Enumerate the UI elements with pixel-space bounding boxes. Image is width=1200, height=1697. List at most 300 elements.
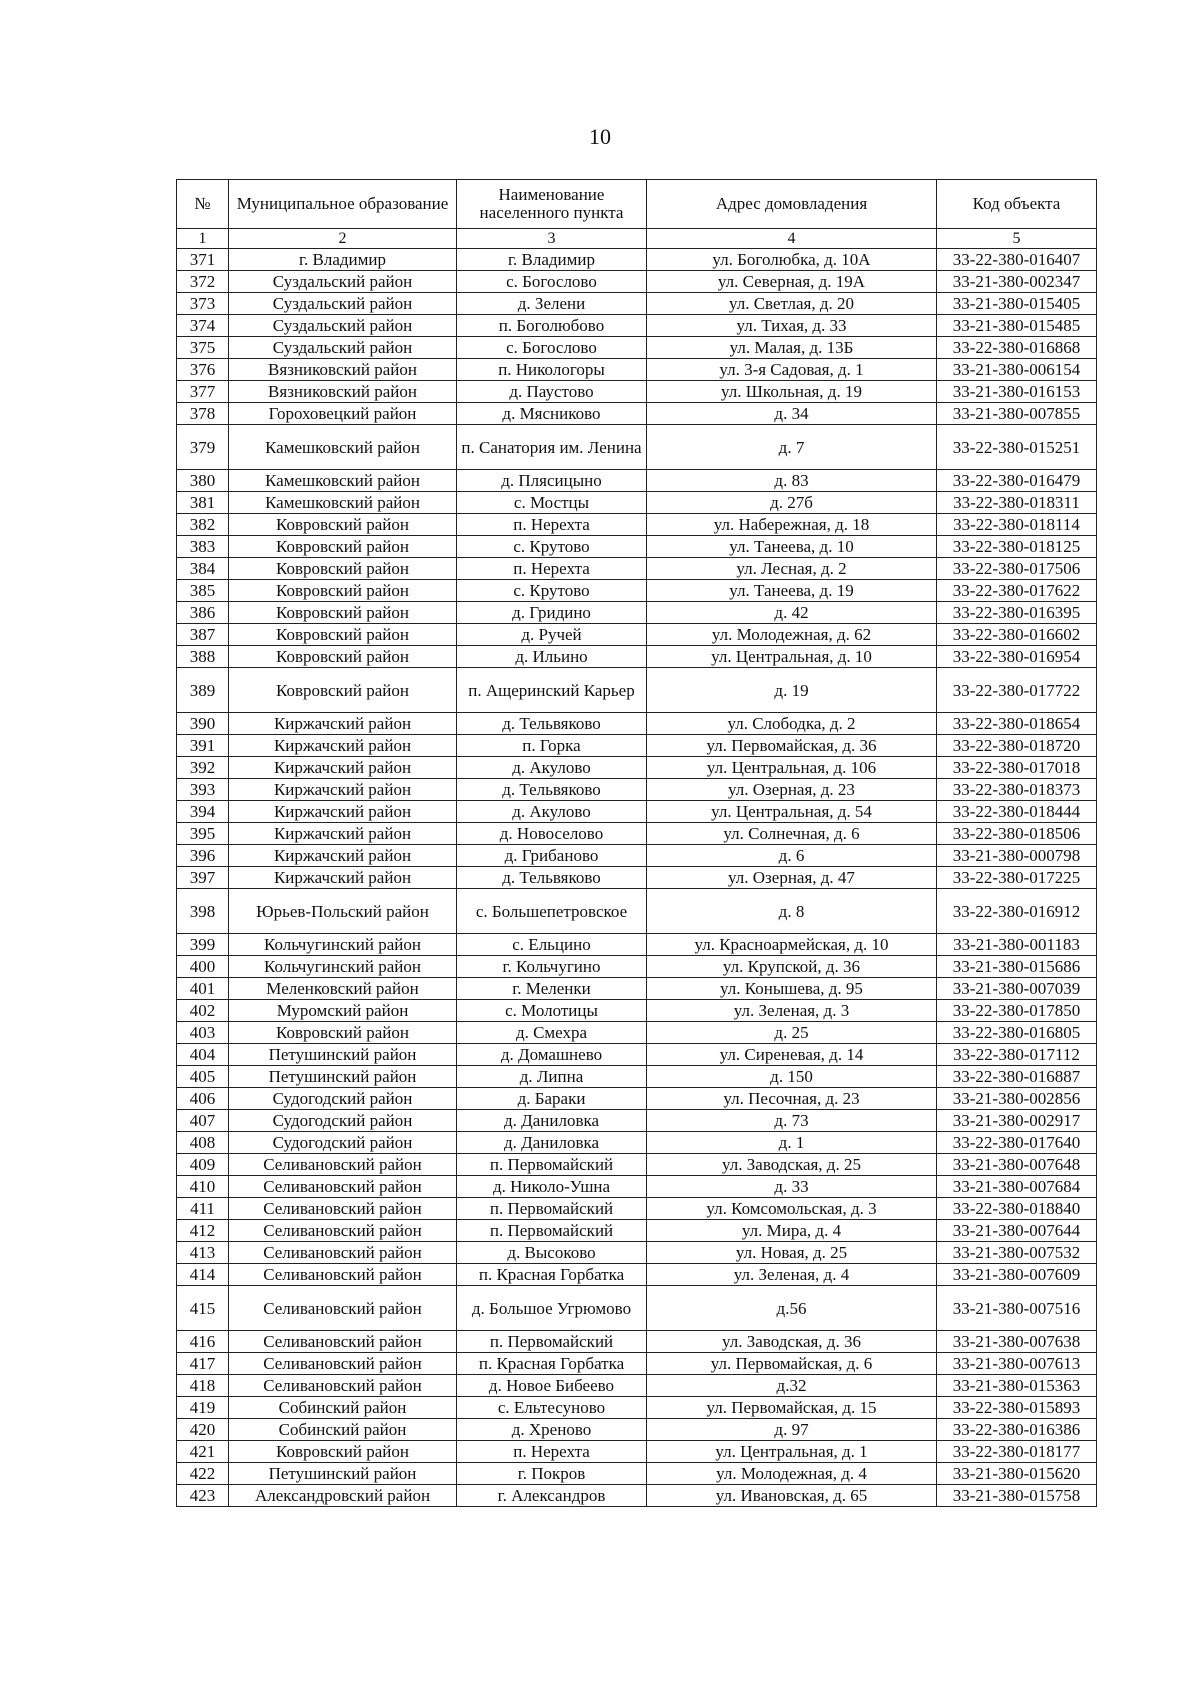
settlement-cell: д. Паустово <box>457 381 647 403</box>
municipality-cell: Петушинский район <box>229 1066 457 1088</box>
column-number: 1 <box>177 229 229 249</box>
object-code-cell: 33-22-380-017018 <box>937 757 1097 779</box>
municipality-cell: Муромский район <box>229 1000 457 1022</box>
object-code-cell: 33-22-380-018654 <box>937 713 1097 735</box>
table-body <box>177 249 1097 1507</box>
table-row <box>177 867 1097 889</box>
municipality-cell: Камешковский район <box>229 492 457 514</box>
row-number: 416 <box>177 1331 229 1353</box>
address-cell: д. 97 <box>647 1419 937 1441</box>
settlement-cell: п. Красная Горбатка <box>457 1353 647 1375</box>
municipality-cell: Суздальский район <box>229 271 457 293</box>
row-number: 382 <box>177 514 229 536</box>
municipality-cell: Суздальский район <box>229 315 457 337</box>
table-row <box>177 735 1097 757</box>
municipality-cell: Ковровский район <box>229 1022 457 1044</box>
table-row <box>177 668 1097 713</box>
settlement-cell: д. Акулово <box>457 801 647 823</box>
column-number: 5 <box>937 229 1097 249</box>
address-cell: ул. Конышева, д. 95 <box>647 978 937 1000</box>
address-cell: ул. Центральная, д. 1 <box>647 1441 937 1463</box>
row-number: 399 <box>177 934 229 956</box>
settlement-cell: г. Кольчугино <box>457 956 647 978</box>
municipality-cell: Селивановский район <box>229 1353 457 1375</box>
table-row <box>177 492 1097 514</box>
settlement-cell: г. Меленки <box>457 978 647 1000</box>
row-number: 398 <box>177 889 229 934</box>
object-code-cell: 33-22-380-018444 <box>937 801 1097 823</box>
settlement-cell: д. Мясниково <box>457 403 647 425</box>
address-cell: ул. Мира, д. 4 <box>647 1220 937 1242</box>
address-cell: ул. Танеева, д. 19 <box>647 580 937 602</box>
municipality-cell: Собинский район <box>229 1419 457 1441</box>
row-number: 378 <box>177 403 229 425</box>
row-number: 374 <box>177 315 229 337</box>
address-cell: д. 6 <box>647 845 937 867</box>
row-number: 397 <box>177 867 229 889</box>
address-cell: ул. Красноармейская, д. 10 <box>647 934 937 956</box>
object-code-cell: 33-22-380-016602 <box>937 624 1097 646</box>
row-number: 405 <box>177 1066 229 1088</box>
object-code-cell: 33-21-380-016153 <box>937 381 1097 403</box>
table-row <box>177 1419 1097 1441</box>
address-cell: д. 42 <box>647 602 937 624</box>
object-code-cell: 33-22-380-016395 <box>937 602 1097 624</box>
object-code-cell: 33-21-380-006154 <box>937 359 1097 381</box>
table-row <box>177 934 1097 956</box>
address-cell: ул. Светлая, д. 20 <box>647 293 937 315</box>
municipality-cell: Киржачский район <box>229 823 457 845</box>
municipality-cell: Петушинский район <box>229 1044 457 1066</box>
municipality-cell: Селивановский район <box>229 1154 457 1176</box>
row-number: 384 <box>177 558 229 580</box>
row-number: 385 <box>177 580 229 602</box>
municipality-cell: Ковровский район <box>229 602 457 624</box>
row-number: 381 <box>177 492 229 514</box>
table-row <box>177 779 1097 801</box>
municipality-cell: Камешковский район <box>229 470 457 492</box>
settlement-cell: п. Нерехта <box>457 558 647 580</box>
table-row <box>177 1264 1097 1286</box>
row-number: 396 <box>177 845 229 867</box>
address-cell: ул. Озерная, д. 47 <box>647 867 937 889</box>
header-settlement: Наименование населенного пункта <box>457 180 647 229</box>
municipality-cell: Судогодский район <box>229 1132 457 1154</box>
object-code-cell: 33-21-380-007516 <box>937 1286 1097 1331</box>
municipality-cell: Петушинский район <box>229 1463 457 1485</box>
table-row <box>177 1000 1097 1022</box>
object-code-cell: 33-22-380-016887 <box>937 1066 1097 1088</box>
table-row <box>177 1353 1097 1375</box>
table-row <box>177 889 1097 934</box>
municipality-cell: Ковровский район <box>229 558 457 580</box>
table-row <box>177 315 1097 337</box>
table-row <box>177 1485 1097 1507</box>
settlement-cell: п. Никологоры <box>457 359 647 381</box>
row-number: 394 <box>177 801 229 823</box>
column-number-row <box>177 229 1097 249</box>
table-row <box>177 470 1097 492</box>
column-number: 3 <box>457 229 647 249</box>
row-number: 417 <box>177 1353 229 1375</box>
object-code-cell: 33-22-380-018506 <box>937 823 1097 845</box>
table-row <box>177 536 1097 558</box>
table-row <box>177 1198 1097 1220</box>
settlement-cell: с. Ельцино <box>457 934 647 956</box>
address-cell: ул. Тихая, д. 33 <box>647 315 937 337</box>
object-code-cell: 33-22-380-017112 <box>937 1044 1097 1066</box>
settlement-cell: п. Нерехта <box>457 1441 647 1463</box>
address-cell: ул. 3-я Садовая, д. 1 <box>647 359 937 381</box>
municipality-cell: Кольчугинский район <box>229 934 457 956</box>
object-code-cell: 33-21-380-002347 <box>937 271 1097 293</box>
row-number: 412 <box>177 1220 229 1242</box>
table-row <box>177 249 1097 271</box>
object-code-cell: 33-21-380-007855 <box>937 403 1097 425</box>
object-code-cell: 33-21-380-007684 <box>937 1176 1097 1198</box>
municipality-cell: Селивановский район <box>229 1331 457 1353</box>
table-row <box>177 1286 1097 1331</box>
address-cell: ул. Танеева, д. 10 <box>647 536 937 558</box>
table-row <box>177 337 1097 359</box>
row-number: 414 <box>177 1264 229 1286</box>
header-row <box>177 180 1097 229</box>
row-number: 390 <box>177 713 229 735</box>
column-number: 4 <box>647 229 937 249</box>
municipality-cell: Ковровский район <box>229 668 457 713</box>
address-cell: ул. Первомайская, д. 36 <box>647 735 937 757</box>
municipality-cell: Меленковский район <box>229 978 457 1000</box>
municipality-cell: Суздальский район <box>229 293 457 315</box>
address-cell: д. 83 <box>647 470 937 492</box>
settlement-cell: д. Высоково <box>457 1242 647 1264</box>
address-cell: д. 150 <box>647 1066 937 1088</box>
object-code-cell: 33-22-380-017850 <box>937 1000 1097 1022</box>
table-row <box>177 425 1097 470</box>
object-code-cell: 33-21-380-007613 <box>937 1353 1097 1375</box>
address-cell: ул. Слободка, д. 2 <box>647 713 937 735</box>
address-cell: д. 34 <box>647 403 937 425</box>
table-row <box>177 271 1097 293</box>
row-number: 379 <box>177 425 229 470</box>
header-address: Адрес домовладения <box>647 180 937 229</box>
municipality-cell: Кольчугинский район <box>229 956 457 978</box>
municipality-cell: Киржачский район <box>229 713 457 735</box>
address-cell: ул. Сиреневая, д. 14 <box>647 1044 937 1066</box>
municipality-cell: Собинский район <box>229 1397 457 1419</box>
municipality-cell: Киржачский район <box>229 845 457 867</box>
row-number: 422 <box>177 1463 229 1485</box>
row-number: 392 <box>177 757 229 779</box>
settlement-cell: д. Липна <box>457 1066 647 1088</box>
object-code-cell: 33-22-380-017506 <box>937 558 1097 580</box>
table-header <box>177 180 1097 249</box>
object-code-cell: 33-22-380-016805 <box>937 1022 1097 1044</box>
address-cell: ул. Набережная, д. 18 <box>647 514 937 536</box>
row-number: 404 <box>177 1044 229 1066</box>
row-number: 420 <box>177 1419 229 1441</box>
object-code-cell: 33-22-380-016386 <box>937 1419 1097 1441</box>
object-code-cell: 33-22-380-016954 <box>937 646 1097 668</box>
row-number: 411 <box>177 1198 229 1220</box>
address-cell: д.56 <box>647 1286 937 1331</box>
settlement-cell: д. Зелени <box>457 293 647 315</box>
municipality-cell: Суздальский район <box>229 337 457 359</box>
object-code-cell: 33-21-380-015758 <box>937 1485 1097 1507</box>
settlement-cell: г. Владимир <box>457 249 647 271</box>
municipality-cell: Селивановский район <box>229 1242 457 1264</box>
table-row <box>177 1066 1097 1088</box>
table-row <box>177 1331 1097 1353</box>
municipality-cell: Ковровский район <box>229 536 457 558</box>
row-number: 371 <box>177 249 229 271</box>
row-number: 391 <box>177 735 229 757</box>
municipality-cell: Селивановский район <box>229 1176 457 1198</box>
object-code-cell: 33-21-380-007644 <box>937 1220 1097 1242</box>
object-code-cell: 33-21-380-015405 <box>937 293 1097 315</box>
address-cell: ул. Лесная, д. 2 <box>647 558 937 580</box>
settlement-cell: д. Ручей <box>457 624 647 646</box>
municipality-cell: Киржачский район <box>229 779 457 801</box>
table-row <box>177 1088 1097 1110</box>
object-code-cell: 33-22-380-016479 <box>937 470 1097 492</box>
row-number: 409 <box>177 1154 229 1176</box>
settlement-cell: д. Хреново <box>457 1419 647 1441</box>
object-code-cell: 33-22-380-017640 <box>937 1132 1097 1154</box>
object-code-cell: 33-21-380-001183 <box>937 934 1097 956</box>
municipality-cell: Ковровский район <box>229 514 457 536</box>
object-code-cell: 33-22-380-018311 <box>937 492 1097 514</box>
table-row <box>177 514 1097 536</box>
settlement-cell: с. Большепетровское <box>457 889 647 934</box>
row-number: 419 <box>177 1397 229 1419</box>
address-cell: ул. Центральная, д. 54 <box>647 801 937 823</box>
address-cell: ул. Заводская, д. 36 <box>647 1331 937 1353</box>
table-row <box>177 1044 1097 1066</box>
row-number: 380 <box>177 470 229 492</box>
address-cell: ул. Озерная, д. 23 <box>647 779 937 801</box>
settlement-cell: с. Молотицы <box>457 1000 647 1022</box>
table-row <box>177 602 1097 624</box>
object-code-cell: 33-22-380-018373 <box>937 779 1097 801</box>
table-row <box>177 359 1097 381</box>
settlement-cell: д. Бараки <box>457 1088 647 1110</box>
table-row <box>177 1375 1097 1397</box>
object-code-cell: 33-21-380-007648 <box>937 1154 1097 1176</box>
municipality-cell: Вязниковский район <box>229 381 457 403</box>
table-row <box>177 713 1097 735</box>
page-number: 10 <box>589 124 611 149</box>
municipality-cell: Ковровский район <box>229 646 457 668</box>
address-cell: ул. Центральная, д. 106 <box>647 757 937 779</box>
object-code-cell: 33-22-380-017225 <box>937 867 1097 889</box>
object-code-cell: 33-21-380-000798 <box>937 845 1097 867</box>
settlement-cell: д. Гридино <box>457 602 647 624</box>
column-number: 2 <box>229 229 457 249</box>
objects-table <box>176 179 1097 1507</box>
header-number: № <box>177 180 229 229</box>
object-code-cell: 33-22-380-017722 <box>937 668 1097 713</box>
row-number: 377 <box>177 381 229 403</box>
municipality-cell: Киржачский район <box>229 735 457 757</box>
municipality-cell: г. Владимир <box>229 249 457 271</box>
table-row <box>177 558 1097 580</box>
address-cell: ул. Заводская, д. 25 <box>647 1154 937 1176</box>
municipality-cell: Судогодский район <box>229 1088 457 1110</box>
settlement-cell: д. Даниловка <box>457 1110 647 1132</box>
municipality-cell: Селивановский район <box>229 1286 457 1331</box>
object-code-cell: 33-21-380-015363 <box>937 1375 1097 1397</box>
table-row <box>177 293 1097 315</box>
table-row <box>177 381 1097 403</box>
address-cell: д. 1 <box>647 1132 937 1154</box>
table-row <box>177 1220 1097 1242</box>
settlement-cell: д. Тельвяково <box>457 867 647 889</box>
address-cell: ул. Первомайская, д. 15 <box>647 1397 937 1419</box>
address-cell: ул. Ивановская, д. 65 <box>647 1485 937 1507</box>
address-cell: д. 8 <box>647 889 937 934</box>
address-cell: д. 73 <box>647 1110 937 1132</box>
address-cell: ул. Солнечная, д. 6 <box>647 823 937 845</box>
row-number: 375 <box>177 337 229 359</box>
municipality-cell: Судогодский район <box>229 1110 457 1132</box>
address-cell: ул. Молодежная, д. 62 <box>647 624 937 646</box>
settlement-cell: с. Ельтесуново <box>457 1397 647 1419</box>
settlement-cell: д. Новое Бибеево <box>457 1375 647 1397</box>
object-code-cell: 33-22-380-015893 <box>937 1397 1097 1419</box>
row-number: 386 <box>177 602 229 624</box>
settlement-cell: п. Санатория им. Ленина <box>457 425 647 470</box>
row-number: 421 <box>177 1441 229 1463</box>
settlement-cell: с. Крутово <box>457 580 647 602</box>
settlement-cell: п. Боголюбово <box>457 315 647 337</box>
municipality-cell: Юрьев-Польский район <box>229 889 457 934</box>
settlement-cell: д. Домашнево <box>457 1044 647 1066</box>
row-number: 410 <box>177 1176 229 1198</box>
address-cell: ул. Комсомольская, д. 3 <box>647 1198 937 1220</box>
row-number: 407 <box>177 1110 229 1132</box>
municipality-cell: Ковровский район <box>229 580 457 602</box>
municipality-cell: Александровский район <box>229 1485 457 1507</box>
object-code-cell: 33-22-380-018114 <box>937 514 1097 536</box>
row-number: 406 <box>177 1088 229 1110</box>
municipality-cell: Селивановский район <box>229 1264 457 1286</box>
row-number: 423 <box>177 1485 229 1507</box>
municipality-cell: Гороховецкий район <box>229 403 457 425</box>
settlement-cell: п. Первомайский <box>457 1154 647 1176</box>
object-code-cell: 33-22-380-018720 <box>937 735 1097 757</box>
header-municipality: Муниципальное образование <box>229 180 457 229</box>
table-row <box>177 1463 1097 1485</box>
settlement-cell: д. Грибаново <box>457 845 647 867</box>
address-cell: ул. Зеленая, д. 3 <box>647 1000 937 1022</box>
object-code-cell: 33-21-380-007609 <box>937 1264 1097 1286</box>
table-row <box>177 823 1097 845</box>
settlement-cell: д. Николо-Ушна <box>457 1176 647 1198</box>
row-number: 408 <box>177 1132 229 1154</box>
object-code-cell: 33-22-380-016407 <box>937 249 1097 271</box>
object-code-cell: 33-22-380-015251 <box>937 425 1097 470</box>
object-code-cell: 33-22-380-018125 <box>937 536 1097 558</box>
settlement-cell: п. Нерехта <box>457 514 647 536</box>
table-row <box>177 978 1097 1000</box>
municipality-cell: Киржачский район <box>229 867 457 889</box>
settlement-cell: д. Большое Угрюмово <box>457 1286 647 1331</box>
address-cell: ул. Малая, д. 13Б <box>647 337 937 359</box>
object-code-cell: 33-21-380-007532 <box>937 1242 1097 1264</box>
address-cell: ул. Первомайская, д. 6 <box>647 1353 937 1375</box>
row-number: 415 <box>177 1286 229 1331</box>
address-cell: д. 19 <box>647 668 937 713</box>
table-row <box>177 1441 1097 1463</box>
table-row <box>177 757 1097 779</box>
address-cell: ул. Центральная, д. 10 <box>647 646 937 668</box>
settlement-cell: г. Покров <box>457 1463 647 1485</box>
header-object-code: Код объекта <box>937 180 1097 229</box>
table-row <box>177 1242 1097 1264</box>
settlement-cell: д. Тельвяково <box>457 779 647 801</box>
address-cell: д. 27б <box>647 492 937 514</box>
object-code-cell: 33-21-380-015620 <box>937 1463 1097 1485</box>
table-row <box>177 580 1097 602</box>
municipality-cell: Камешковский район <box>229 425 457 470</box>
settlement-cell: п. Красная Горбатка <box>457 1264 647 1286</box>
object-code-cell: 33-22-380-018177 <box>937 1441 1097 1463</box>
municipality-cell: Селивановский район <box>229 1198 457 1220</box>
settlement-cell: п. Горка <box>457 735 647 757</box>
row-number: 388 <box>177 646 229 668</box>
settlement-cell: д. Смехра <box>457 1022 647 1044</box>
settlement-cell: с. Мостцы <box>457 492 647 514</box>
object-code-cell: 33-21-380-002856 <box>937 1088 1097 1110</box>
row-number: 403 <box>177 1022 229 1044</box>
table-row <box>177 403 1097 425</box>
row-number: 389 <box>177 668 229 713</box>
settlement-cell: п. Первомайский <box>457 1331 647 1353</box>
settlement-cell: п. Ащеринский Карьер <box>457 668 647 713</box>
table-row <box>177 1110 1097 1132</box>
settlement-cell: п. Первомайский <box>457 1198 647 1220</box>
object-code-cell: 33-21-380-007638 <box>937 1331 1097 1353</box>
settlement-cell: д. Тельвяково <box>457 713 647 735</box>
object-code-cell: 33-21-380-002917 <box>937 1110 1097 1132</box>
settlement-cell: п. Первомайский <box>457 1220 647 1242</box>
settlement-cell: с. Богослово <box>457 271 647 293</box>
object-code-cell: 33-22-380-016868 <box>937 337 1097 359</box>
settlement-cell: с. Богослово <box>457 337 647 359</box>
municipality-cell: Ковровский район <box>229 624 457 646</box>
settlement-cell: с. Крутово <box>457 536 647 558</box>
row-number: 376 <box>177 359 229 381</box>
object-code-cell: 33-21-380-015686 <box>937 956 1097 978</box>
row-number: 372 <box>177 271 229 293</box>
table-row <box>177 1397 1097 1419</box>
table-row <box>177 624 1097 646</box>
address-cell: ул. Зеленая, д. 4 <box>647 1264 937 1286</box>
row-number: 402 <box>177 1000 229 1022</box>
settlement-cell: д. Плясицыно <box>457 470 647 492</box>
address-cell: ул. Боголюбка, д. 10А <box>647 249 937 271</box>
table-row <box>177 956 1097 978</box>
address-cell: ул. Песочная, д. 23 <box>647 1088 937 1110</box>
municipality-cell: Вязниковский район <box>229 359 457 381</box>
row-number: 387 <box>177 624 229 646</box>
settlement-cell: д. Ильино <box>457 646 647 668</box>
address-cell: д. 33 <box>647 1176 937 1198</box>
table-row <box>177 1132 1097 1154</box>
settlement-cell: г. Александров <box>457 1485 647 1507</box>
settlement-cell: д. Даниловка <box>457 1132 647 1154</box>
